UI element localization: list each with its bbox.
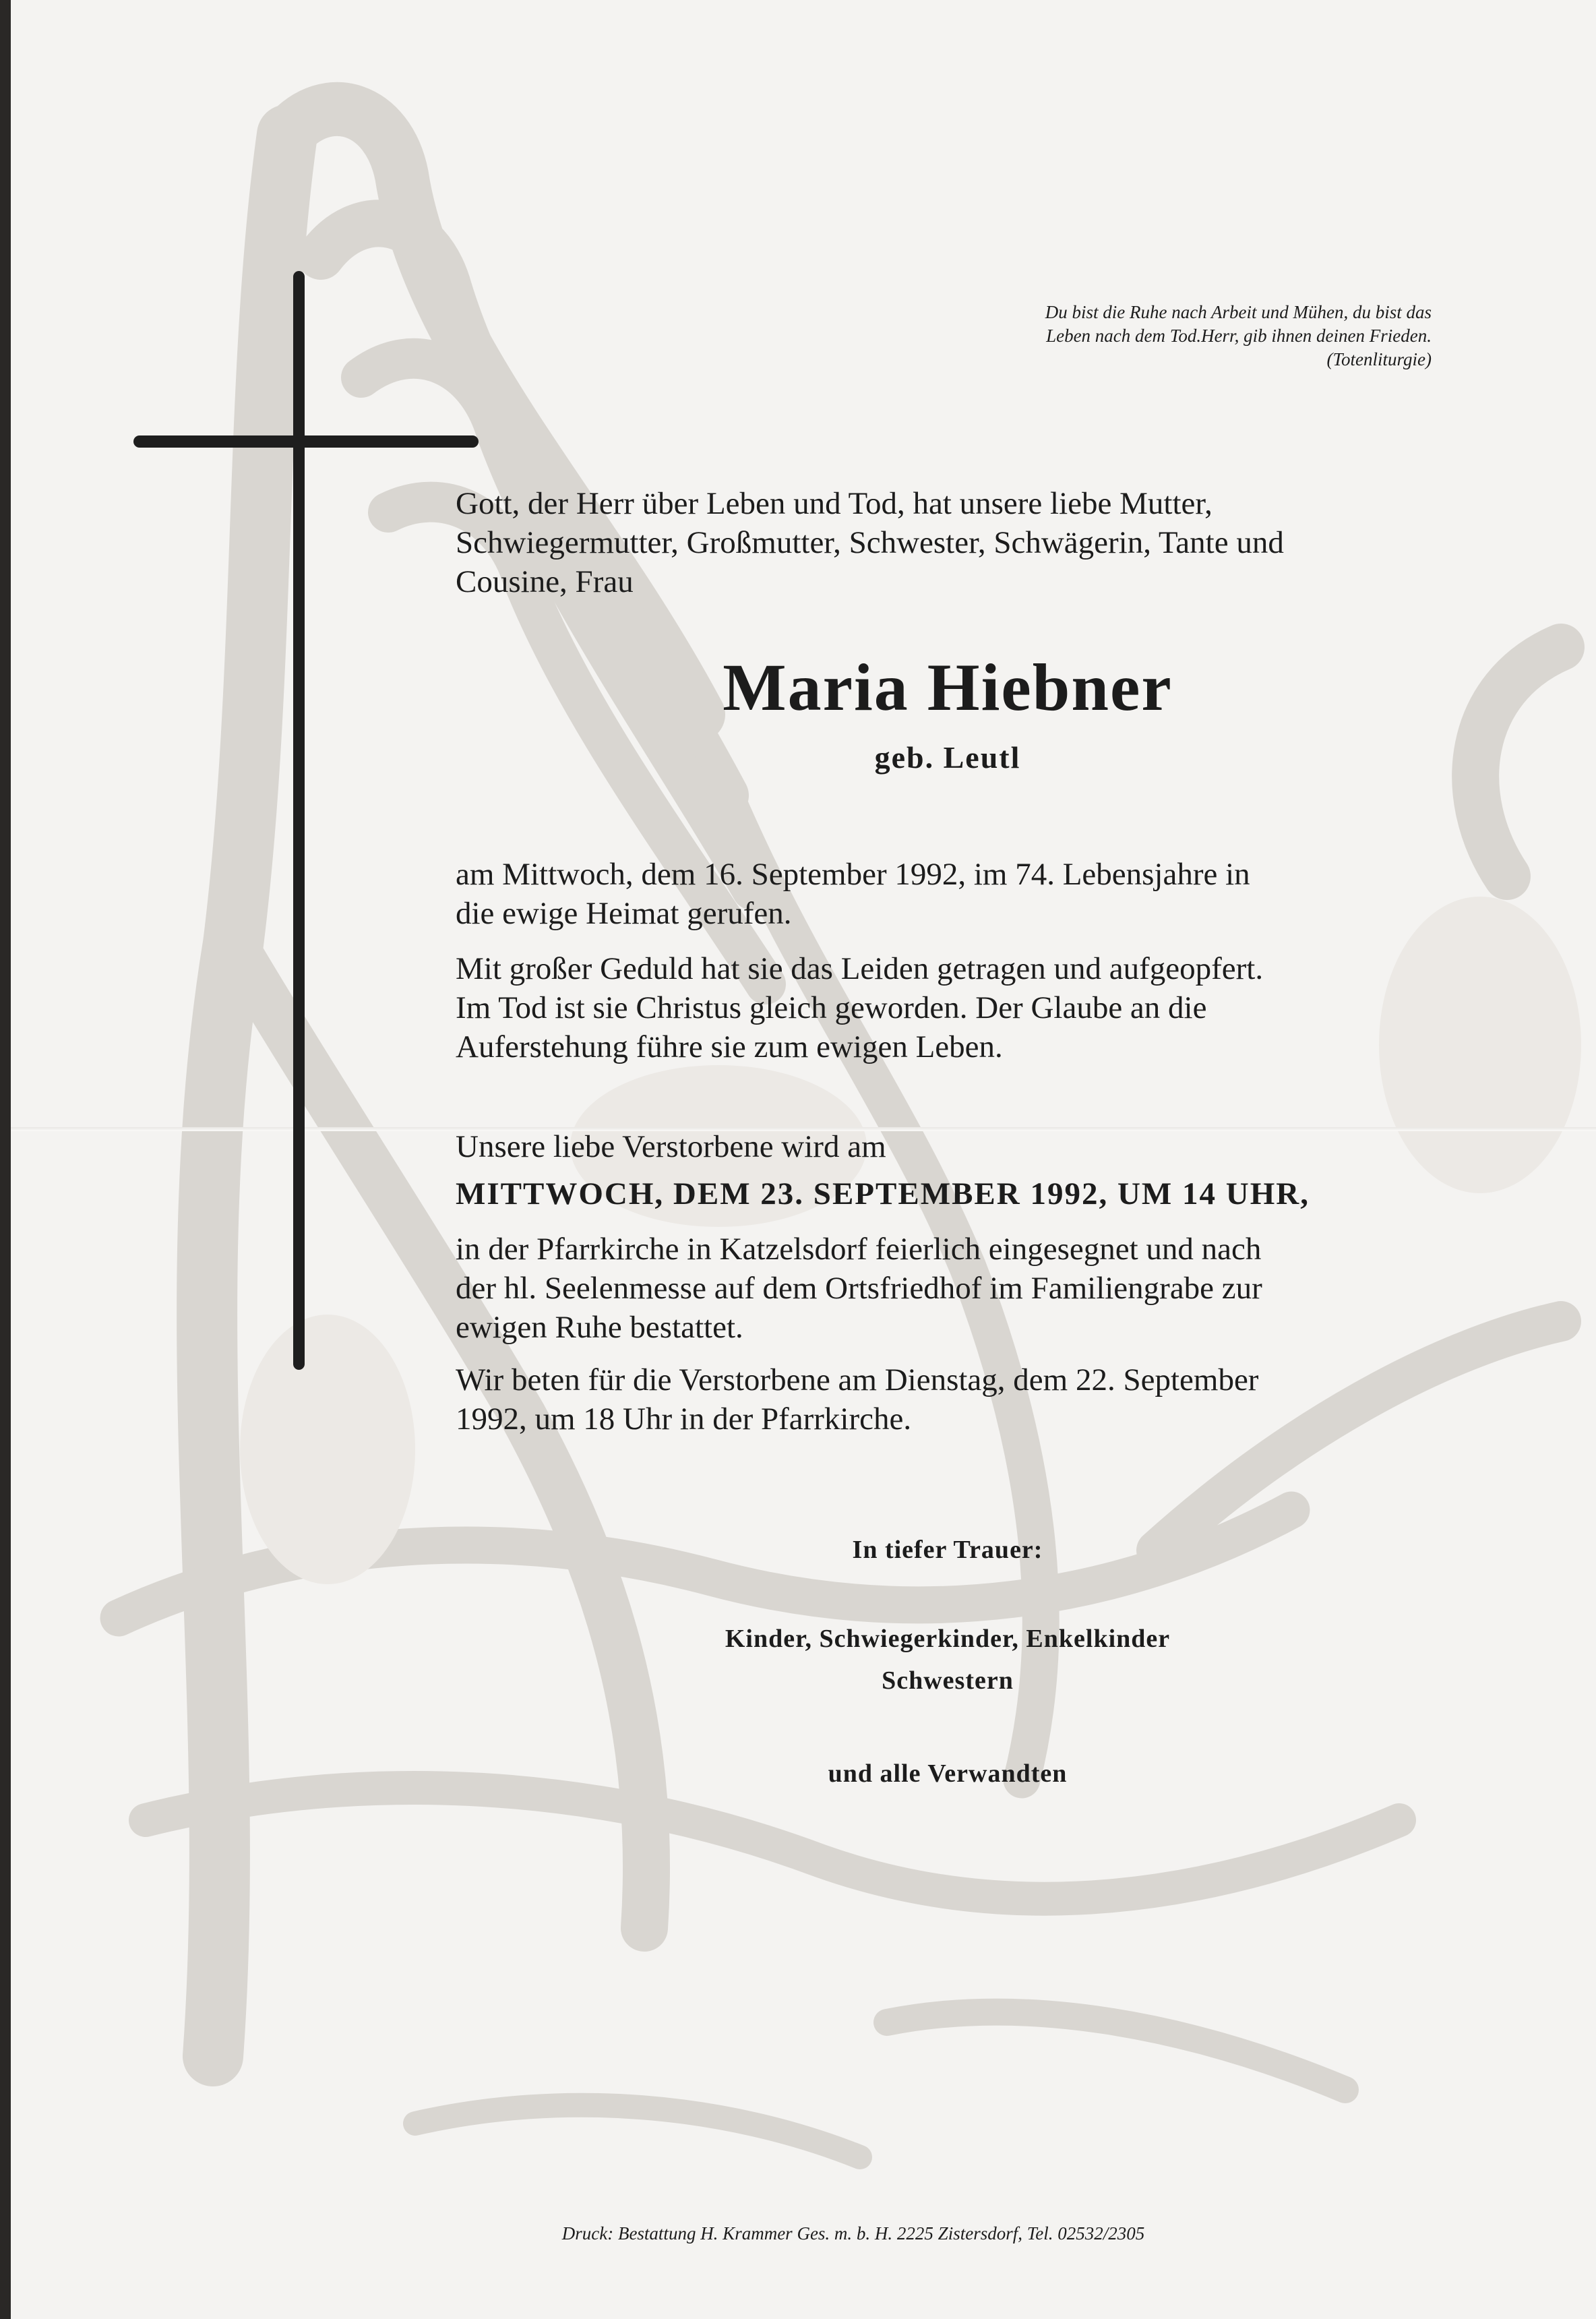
text-line: Im Tod ist sie Christus gleich geworden. Der Glaube an die <box>456 990 1207 1025</box>
maiden-name: geb. Leutl <box>874 740 1021 775</box>
text-line: Mit großer Geduld hat sie das Leiden getragen und aufgeopfert. <box>456 951 1264 986</box>
text-line: am Mittwoch, dem 16. September 1992, im 74. Lebensjahre in <box>456 857 1250 892</box>
quote-line: Leben nach dem Tod.Herr, gib ihnen deinen Frieden. <box>1046 326 1432 346</box>
deceased-name: Maria Hiebner <box>723 650 1173 725</box>
service-paragraph <box>456 1230 1440 1347</box>
quote-source: (Totenliturgie) <box>1326 349 1432 369</box>
service-intro <box>456 1127 1440 1166</box>
text-line: ewigen Ruhe bestattet. <box>456 1310 743 1345</box>
text-line: Unsere liebe Verstorbene wird am <box>456 1129 886 1164</box>
text-line: der hl. Seelenmesse auf dem Ortsfriedhof im Familiengrabe zur <box>456 1271 1262 1306</box>
mourners-family <box>456 1618 1440 1701</box>
quote-line: Du bist die Ruhe nach Arbeit und Mühen, du bist das <box>1045 302 1432 322</box>
text-line: Schwiegermutter, Großmutter, Schwester, Schwägerin, Tante und <box>456 525 1284 560</box>
text-line: Gott, der Herr über Leben und Tod, hat unsere liebe Mutter, <box>456 486 1213 521</box>
cross-horizontal-bar <box>133 435 479 448</box>
mourners-line: und alle Verwandten <box>828 1759 1068 1788</box>
mourning-heading <box>456 1529 1440 1571</box>
funeral-date: MITTWOCH, DEM 23. SEPTEMBER 1992, UM 14 UHR, <box>456 1176 1310 1211</box>
liturgy-quote <box>860 301 1432 371</box>
mourners-line: Kinder, Schwiegerkinder, Enkelkinder <box>725 1625 1171 1653</box>
mourning-heading-text: In tiefer Trauer: <box>852 1536 1043 1564</box>
text-line: Cousine, Frau <box>456 564 634 599</box>
text-line: 1992, um 18 Uhr in der Pfarrkirche. <box>456 1402 912 1437</box>
death-notice-paragraph <box>456 855 1440 933</box>
prayer-paragraph <box>456 1360 1440 1439</box>
text-line: Wir beten für die Verstorbene am Dienstag, dem 22. September <box>456 1362 1259 1397</box>
patience-paragraph <box>456 949 1440 1066</box>
mourners-relatives <box>456 1753 1440 1795</box>
printer-imprint: Druck: Bestattung H. Krammer Ges. m. b. H. 2225 Zistersdorf, Tel. 02532/2305 <box>561 2223 1145 2243</box>
text-line: die ewige Heimat gerufen. <box>456 896 792 931</box>
intro-paragraph <box>456 484 1440 601</box>
mourners-line: Schwestern <box>882 1666 1014 1695</box>
parte-page <box>11 0 1596 2319</box>
text-line: in der Pfarrkirche in Katzelsdorf feierlich eingesegnet und nach <box>456 1232 1262 1267</box>
text-line: Auferstehung führe sie zum ewigen Leben. <box>456 1029 1003 1064</box>
